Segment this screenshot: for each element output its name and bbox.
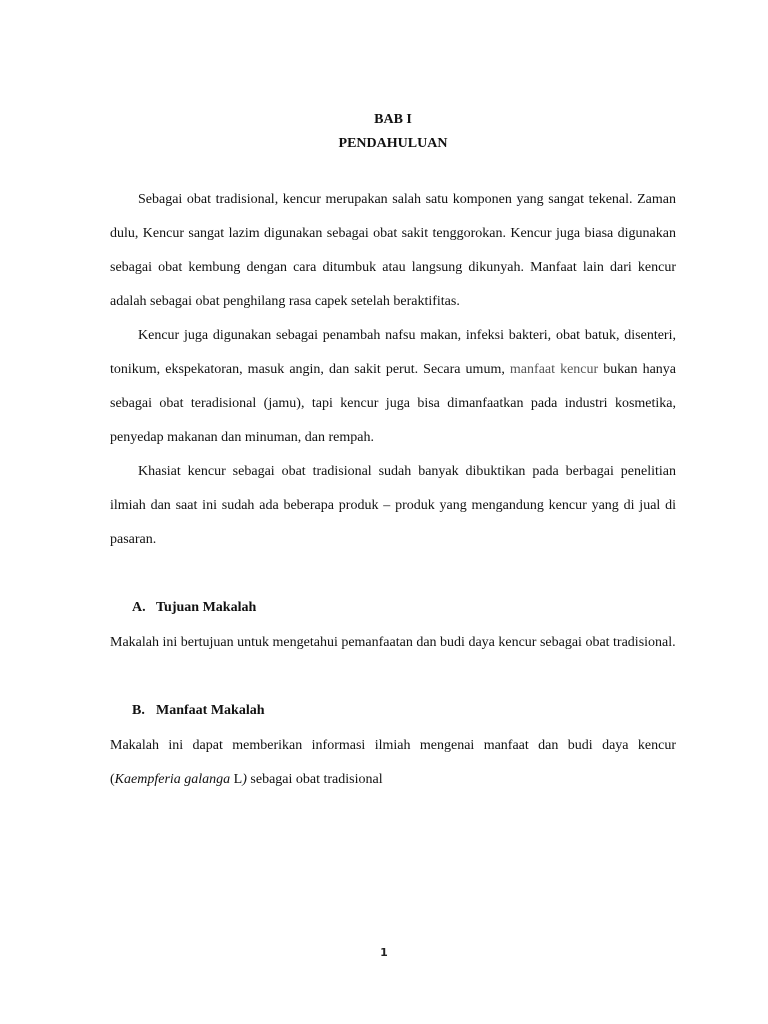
intro-paragraph-3: Khasiat kencur sebagai obat tradisional sudah banyak dibuktikan pada berbagai penelitian ilmiah dan saat ini sudah ada beberapa produk – produk yang mengandung kencur yang di jual di pasaran.	[110, 464, 676, 547]
section-a-letter: A.	[132, 600, 146, 615]
section-b-heading	[110, 699, 676, 723]
section-b-body-text-a: Makalah ini dapat memberikan informasi ilmiah mengenai manfaat dan budi daya kencur (	[110, 738, 676, 787]
intro-paragraph-2-text-a: Kencur juga digunakan sebagai penambah nafsu makan, infeksi bakteri, obat batuk, disenteri, tonikum, ekspekatoran, masuk angin, dan sakit perut. Secara umum,	[110, 328, 676, 377]
section-b-body-text-b: sebagai obat tradisional	[246, 772, 383, 787]
intro-paragraph-2	[110, 319, 676, 455]
section-a-heading	[110, 596, 676, 620]
section-a-body: Makalah ini bertujuan untuk mengetahui pemanfaatan dan budi daya kencur sebagai obat tradisional.	[110, 635, 676, 650]
chapter-label: BAB I	[374, 112, 412, 127]
species-name: Kaempferia galanga	[114, 772, 231, 787]
manfaat-kencur-link[interactable]: manfaat kencur	[509, 362, 599, 377]
section-b-body	[110, 729, 676, 797]
section-b-letter: B.	[132, 703, 145, 718]
closing-paren: )	[242, 772, 247, 787]
species-author: L	[230, 772, 243, 787]
chapter-title: PENDAHULUAN	[338, 136, 448, 151]
page-number: 1	[380, 946, 388, 959]
intro-paragraph-2-text-b: bukan hanya sebagai obat teradisional (jamu), tapi kencur juga bisa dimanfaatkan pada industri kosmetika, penyedap makanan dan minuman, dan rempah.	[110, 362, 676, 445]
section-b-title: Manfaat Makalah	[156, 703, 265, 718]
page-content	[110, 108, 676, 797]
section-a-title: Tujuan Makalah	[156, 600, 257, 615]
intro-paragraph-1: Sebagai obat tradisional, kencur merupakan salah satu komponen yang sangat tekenal. Zaman dulu, Kencur sangat lazim digunakan sebagai obat sakit tenggorokan. Kencur juga biasa digunakan sebagai obat kembung dengan cara ditumbuk atau langsung dikunyah. Manfaat lain dari kencur adalah sebagai obat penghilang rasa capek setelah beraktifitas.	[110, 192, 676, 309]
